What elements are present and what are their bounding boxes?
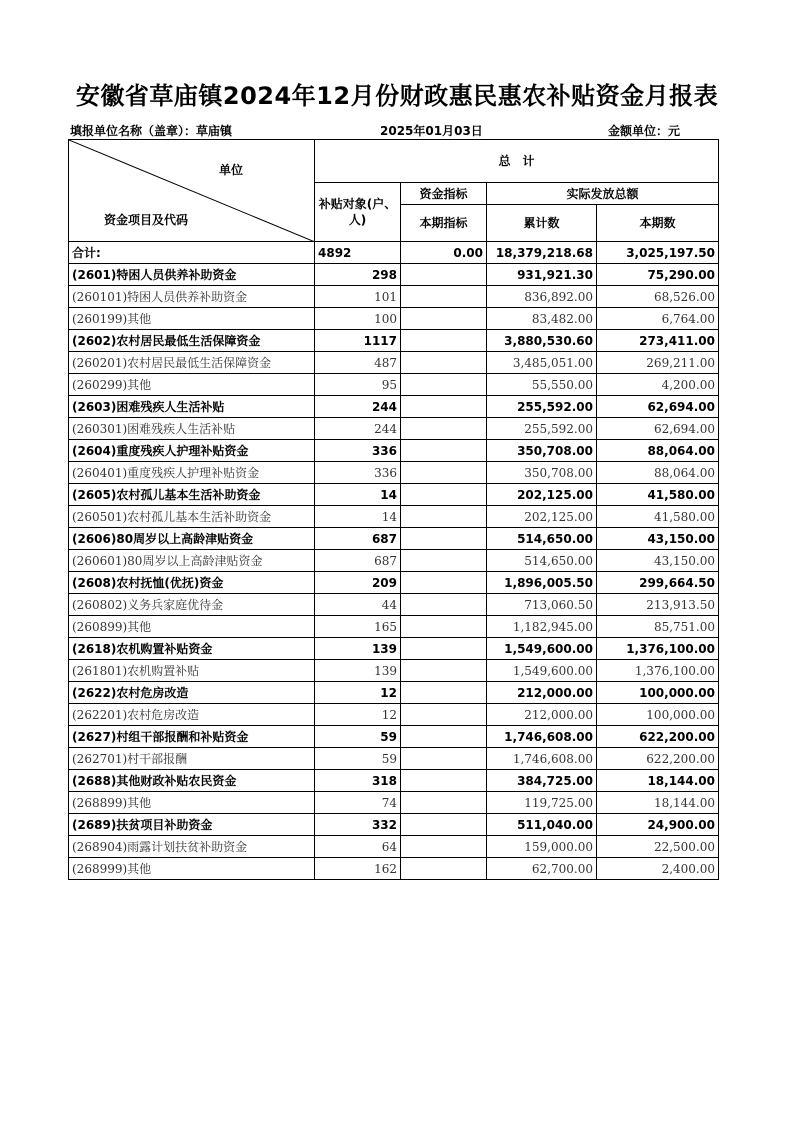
row-count: 14 bbox=[315, 484, 401, 506]
table-row bbox=[69, 440, 719, 462]
row-cumulative: 255,592.00 bbox=[487, 418, 597, 440]
row-cumulative: 931,921.30 bbox=[487, 264, 597, 286]
table-row bbox=[69, 374, 719, 396]
table-row bbox=[69, 748, 719, 770]
header-total: 总 计 bbox=[315, 140, 719, 183]
row-cumulative: 18,379,218.68 bbox=[487, 242, 597, 264]
row-index bbox=[401, 836, 487, 858]
row-current: 100,000.00 bbox=[597, 682, 719, 704]
row-index bbox=[401, 572, 487, 594]
row-index bbox=[401, 594, 487, 616]
row-count: 336 bbox=[315, 440, 401, 462]
row-cumulative: 55,550.00 bbox=[487, 374, 597, 396]
header-fund-item-code: 资金项目及代码 bbox=[104, 213, 189, 227]
row-index bbox=[401, 550, 487, 572]
row-cumulative: 1,549,600.00 bbox=[487, 638, 597, 660]
row-index bbox=[401, 330, 487, 352]
subsidy-report-table bbox=[68, 139, 719, 880]
table-row bbox=[69, 308, 719, 330]
row-cumulative: 119,725.00 bbox=[487, 792, 597, 814]
table-row bbox=[69, 462, 719, 484]
row-count: 12 bbox=[315, 682, 401, 704]
row-index bbox=[401, 396, 487, 418]
row-name: (260199)其他 bbox=[69, 308, 315, 330]
row-count: 244 bbox=[315, 396, 401, 418]
row-count: 44 bbox=[315, 594, 401, 616]
row-current: 85,751.00 bbox=[597, 616, 719, 638]
row-name: (261801)农机购置补贴 bbox=[69, 660, 315, 682]
row-name: (262201)农村危房改造 bbox=[69, 704, 315, 726]
row-name: (2606)80周岁以上高龄津贴资金 bbox=[69, 528, 315, 550]
row-index bbox=[401, 528, 487, 550]
row-index bbox=[401, 484, 487, 506]
row-name: (2618)农机购置补贴资金 bbox=[69, 638, 315, 660]
row-cumulative: 1,746,608.00 bbox=[487, 748, 597, 770]
row-index: 0.00 bbox=[401, 242, 487, 264]
row-current: 41,580.00 bbox=[597, 484, 719, 506]
row-cumulative: 1,896,005.50 bbox=[487, 572, 597, 594]
row-name: (260802)义务兵家庭优待金 bbox=[69, 594, 315, 616]
table-row bbox=[69, 682, 719, 704]
table-row bbox=[69, 726, 719, 748]
row-count: 687 bbox=[315, 528, 401, 550]
header-fund-index: 资金指标 bbox=[401, 183, 487, 205]
row-name: (2605)农村孤儿基本生活补助资金 bbox=[69, 484, 315, 506]
header-subsidy-target: 补贴对象(户、人) bbox=[315, 183, 401, 242]
table-row bbox=[69, 484, 719, 506]
row-current: 22,500.00 bbox=[597, 836, 719, 858]
row-cumulative: 514,650.00 bbox=[487, 528, 597, 550]
row-index bbox=[401, 660, 487, 682]
row-name: (2627)村组干部报酬和补贴资金 bbox=[69, 726, 315, 748]
row-index bbox=[401, 792, 487, 814]
table-row bbox=[69, 506, 719, 528]
row-name: (260201)农村居民最低生活保障资金 bbox=[69, 352, 315, 374]
row-current: 1,376,100.00 bbox=[597, 638, 719, 660]
row-count: 1117 bbox=[315, 330, 401, 352]
row-current: 622,200.00 bbox=[597, 726, 719, 748]
row-cumulative: 212,000.00 bbox=[487, 682, 597, 704]
row-count: 332 bbox=[315, 814, 401, 836]
row-count: 95 bbox=[315, 374, 401, 396]
row-count: 139 bbox=[315, 660, 401, 682]
row-count: 298 bbox=[315, 264, 401, 286]
amount-unit: 金额单位：元 bbox=[608, 124, 681, 138]
diagonal-header-cell bbox=[69, 140, 315, 242]
row-cumulative: 3,880,530.60 bbox=[487, 330, 597, 352]
row-cumulative: 212,000.00 bbox=[487, 704, 597, 726]
row-cumulative: 83,482.00 bbox=[487, 308, 597, 330]
row-count: 64 bbox=[315, 836, 401, 858]
row-name: (260401)重度残疾人护理补贴资金 bbox=[69, 462, 315, 484]
row-cumulative: 1,182,945.00 bbox=[487, 616, 597, 638]
report-title: 安徽省草庙镇2024年12月份财政惠民惠农补贴资金月报表 bbox=[75, 82, 719, 110]
row-cumulative: 713,060.50 bbox=[487, 594, 597, 616]
row-index bbox=[401, 638, 487, 660]
row-index bbox=[401, 462, 487, 484]
row-current: 622,200.00 bbox=[597, 748, 719, 770]
row-cumulative: 255,592.00 bbox=[487, 396, 597, 418]
row-count: 4892 bbox=[315, 242, 401, 264]
row-index bbox=[401, 858, 487, 880]
row-name: (268999)其他 bbox=[69, 858, 315, 880]
row-current: 1,376,100.00 bbox=[597, 660, 719, 682]
row-cumulative: 350,708.00 bbox=[487, 462, 597, 484]
row-count: 165 bbox=[315, 616, 401, 638]
row-cumulative: 514,650.00 bbox=[487, 550, 597, 572]
row-count: 244 bbox=[315, 418, 401, 440]
row-count: 162 bbox=[315, 858, 401, 880]
row-index bbox=[401, 748, 487, 770]
row-cumulative: 384,725.00 bbox=[487, 770, 597, 792]
table-row bbox=[69, 264, 719, 286]
row-name: (2689)扶贫项目补助资金 bbox=[69, 814, 315, 836]
row-name: (260899)其他 bbox=[69, 616, 315, 638]
row-index bbox=[401, 418, 487, 440]
table-row bbox=[69, 572, 719, 594]
row-index bbox=[401, 308, 487, 330]
row-name: (2604)重度残疾人护理补贴资金 bbox=[69, 440, 315, 462]
row-current: 41,580.00 bbox=[597, 506, 719, 528]
row-current: 18,144.00 bbox=[597, 770, 719, 792]
row-name: (260501)农村孤儿基本生活补助资金 bbox=[69, 506, 315, 528]
header-unit: 单位 bbox=[219, 163, 244, 177]
table-row bbox=[69, 352, 719, 374]
row-name: (2622)农村危房改造 bbox=[69, 682, 315, 704]
row-current: 62,694.00 bbox=[597, 396, 719, 418]
table-row bbox=[69, 792, 719, 814]
header-current: 本期数 bbox=[597, 205, 719, 242]
row-name: (2688)其他财政补贴农民资金 bbox=[69, 770, 315, 792]
table-row bbox=[69, 550, 719, 572]
row-count: 12 bbox=[315, 704, 401, 726]
row-current: 100,000.00 bbox=[597, 704, 719, 726]
row-cumulative: 202,125.00 bbox=[487, 484, 597, 506]
row-name: (260601)80周岁以上高龄津贴资金 bbox=[69, 550, 315, 572]
table-row bbox=[69, 594, 719, 616]
row-index bbox=[401, 682, 487, 704]
table-row bbox=[69, 286, 719, 308]
row-count: 487 bbox=[315, 352, 401, 374]
row-current: 299,664.50 bbox=[597, 572, 719, 594]
table-row bbox=[69, 528, 719, 550]
row-cumulative: 836,892.00 bbox=[487, 286, 597, 308]
table-row bbox=[69, 396, 719, 418]
row-current: 269,211.00 bbox=[597, 352, 719, 374]
row-count: 139 bbox=[315, 638, 401, 660]
row-name: (260299)其他 bbox=[69, 374, 315, 396]
row-index bbox=[401, 374, 487, 396]
row-name: (260301)困难残疾人生活补贴 bbox=[69, 418, 315, 440]
row-current: 43,150.00 bbox=[597, 550, 719, 572]
row-current: 88,064.00 bbox=[597, 462, 719, 484]
row-current: 62,694.00 bbox=[597, 418, 719, 440]
row-index bbox=[401, 264, 487, 286]
row-name: (2601)特困人员供养补助资金 bbox=[69, 264, 315, 286]
row-current: 88,064.00 bbox=[597, 440, 719, 462]
row-current: 24,900.00 bbox=[597, 814, 719, 836]
table-body bbox=[69, 242, 719, 880]
row-name: (2602)农村居民最低生活保障资金 bbox=[69, 330, 315, 352]
row-cumulative: 159,000.00 bbox=[487, 836, 597, 858]
table-row bbox=[69, 858, 719, 880]
row-current: 4,200.00 bbox=[597, 374, 719, 396]
row-name: (2608)农村抚恤(优抚)资金 bbox=[69, 572, 315, 594]
row-count: 74 bbox=[315, 792, 401, 814]
row-current: 273,411.00 bbox=[597, 330, 719, 352]
row-index bbox=[401, 770, 487, 792]
row-current: 3,025,197.50 bbox=[597, 242, 719, 264]
table-row bbox=[69, 770, 719, 792]
row-name: (260101)特困人员供养补助资金 bbox=[69, 286, 315, 308]
row-current: 18,144.00 bbox=[597, 792, 719, 814]
row-count: 59 bbox=[315, 726, 401, 748]
row-name: (268899)其他 bbox=[69, 792, 315, 814]
table-row bbox=[69, 616, 719, 638]
row-index bbox=[401, 814, 487, 836]
row-name: (262701)村干部报酬 bbox=[69, 748, 315, 770]
table-row bbox=[69, 418, 719, 440]
header-current-index: 本期指标 bbox=[401, 205, 487, 242]
row-count: 687 bbox=[315, 550, 401, 572]
row-current: 6,764.00 bbox=[597, 308, 719, 330]
row-count: 14 bbox=[315, 506, 401, 528]
row-cumulative: 202,125.00 bbox=[487, 506, 597, 528]
row-count: 101 bbox=[315, 286, 401, 308]
row-cumulative: 1,549,600.00 bbox=[487, 660, 597, 682]
row-index bbox=[401, 726, 487, 748]
row-cumulative: 1,746,608.00 bbox=[487, 726, 597, 748]
row-name: 合计: bbox=[69, 242, 315, 264]
row-count: 100 bbox=[315, 308, 401, 330]
row-name: (268904)雨露计划扶贫补助资金 bbox=[69, 836, 315, 858]
table-row bbox=[69, 330, 719, 352]
header-cumulative: 累计数 bbox=[487, 205, 597, 242]
reporting-unit: 填报单位名称（盖章）：草庙镇 bbox=[70, 124, 233, 138]
row-index bbox=[401, 286, 487, 308]
table-row bbox=[69, 242, 719, 264]
row-current: 68,526.00 bbox=[597, 286, 719, 308]
table-row bbox=[69, 814, 719, 836]
row-current: 75,290.00 bbox=[597, 264, 719, 286]
row-index bbox=[401, 440, 487, 462]
header-actual-total: 实际发放总额 bbox=[487, 183, 719, 205]
row-count: 318 bbox=[315, 770, 401, 792]
row-cumulative: 511,040.00 bbox=[487, 814, 597, 836]
row-index bbox=[401, 506, 487, 528]
table-row bbox=[69, 836, 719, 858]
row-count: 209 bbox=[315, 572, 401, 594]
row-cumulative: 62,700.00 bbox=[487, 858, 597, 880]
table-row bbox=[69, 660, 719, 682]
row-cumulative: 3,485,051.00 bbox=[487, 352, 597, 374]
table-row bbox=[69, 638, 719, 660]
row-name: (2603)困难残疾人生活补贴 bbox=[69, 396, 315, 418]
row-cumulative: 350,708.00 bbox=[487, 440, 597, 462]
row-current: 43,150.00 bbox=[597, 528, 719, 550]
row-current: 2,400.00 bbox=[597, 858, 719, 880]
row-count: 59 bbox=[315, 748, 401, 770]
row-current: 213,913.50 bbox=[597, 594, 719, 616]
row-index bbox=[401, 704, 487, 726]
row-count: 336 bbox=[315, 462, 401, 484]
row-index bbox=[401, 616, 487, 638]
row-index bbox=[401, 352, 487, 374]
report-date: 2025年01月03日 bbox=[380, 124, 483, 138]
table-row bbox=[69, 704, 719, 726]
